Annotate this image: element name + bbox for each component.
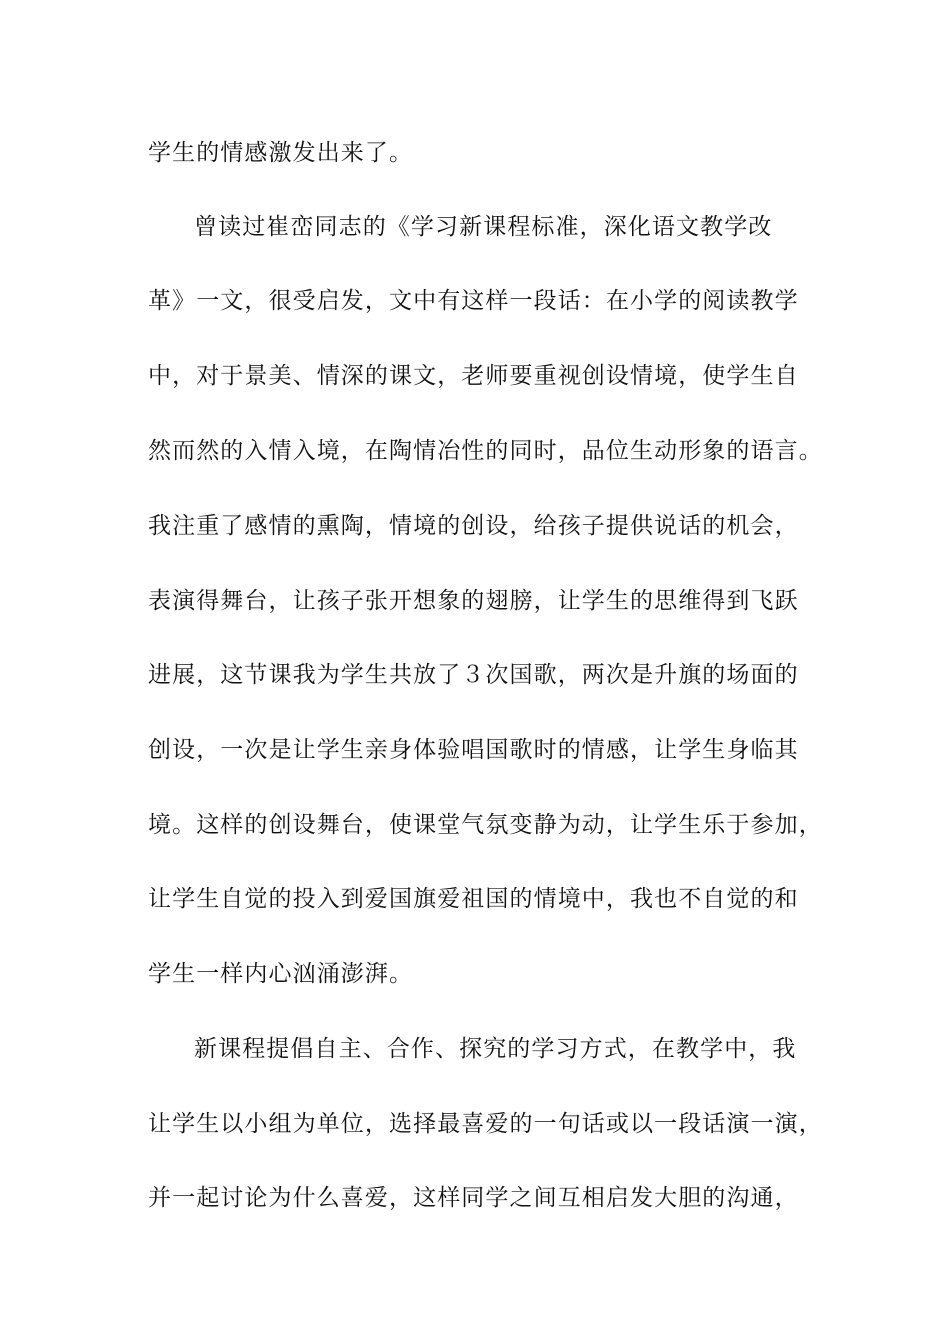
text-line-7: 表演得舞台，让孩子张开想象的翅膀，让学生的思维得到飞跃 (148, 588, 799, 614)
text-line-11: 让学生自觉的投入到爱国旗爱祖国的情境中，我也不自觉的和 (148, 886, 799, 912)
text-line-10: 境。这样的创设舞台，使课堂气氛变静为动，让学生乐于参加， (148, 812, 823, 838)
text-line-12: 学生一样内心汹涌澎湃。 (148, 961, 414, 987)
text-line-4: 中，对于景美、情深的课文，老师要重视创设情境，使学生自 (148, 363, 799, 389)
text-line-9: 创设，一次是让学生亲身体验唱国歌时的情感，让学生身临其 (148, 737, 799, 763)
text-line-3: 革》一文，很受启发，文中有这样一段话：在小学的阅读教学 (148, 288, 799, 314)
text-line-8: 进展，这节课我为学生共放了３次国歌，两次是升旗的场面的 (148, 662, 799, 688)
text-line-2: 曾读过崔峦同志的《学习新课程标准，深化语文教学改 (194, 214, 773, 240)
text-line-6: 我注重了感情的熏陶，情境的创设，给孩子提供说话的机会， (148, 513, 799, 539)
text-line-13: 新课程提倡自主、合作、探究的学习方式，在教学中，我 (194, 1036, 797, 1062)
text-line-15: 并一起讨论为什么喜爱，这样同学之间互相启发大胆的沟通， (148, 1185, 799, 1211)
text-line-5: 然而然的入情入境，在陶情冶性的同时，品位生动形象的语言。 (148, 438, 823, 464)
text-line-14: 让学生以小组为单位，选择最喜爱的一句话或以一段话演一演， (148, 1111, 823, 1137)
text-line-1: 学生的情感激发出来了。 (148, 140, 414, 166)
